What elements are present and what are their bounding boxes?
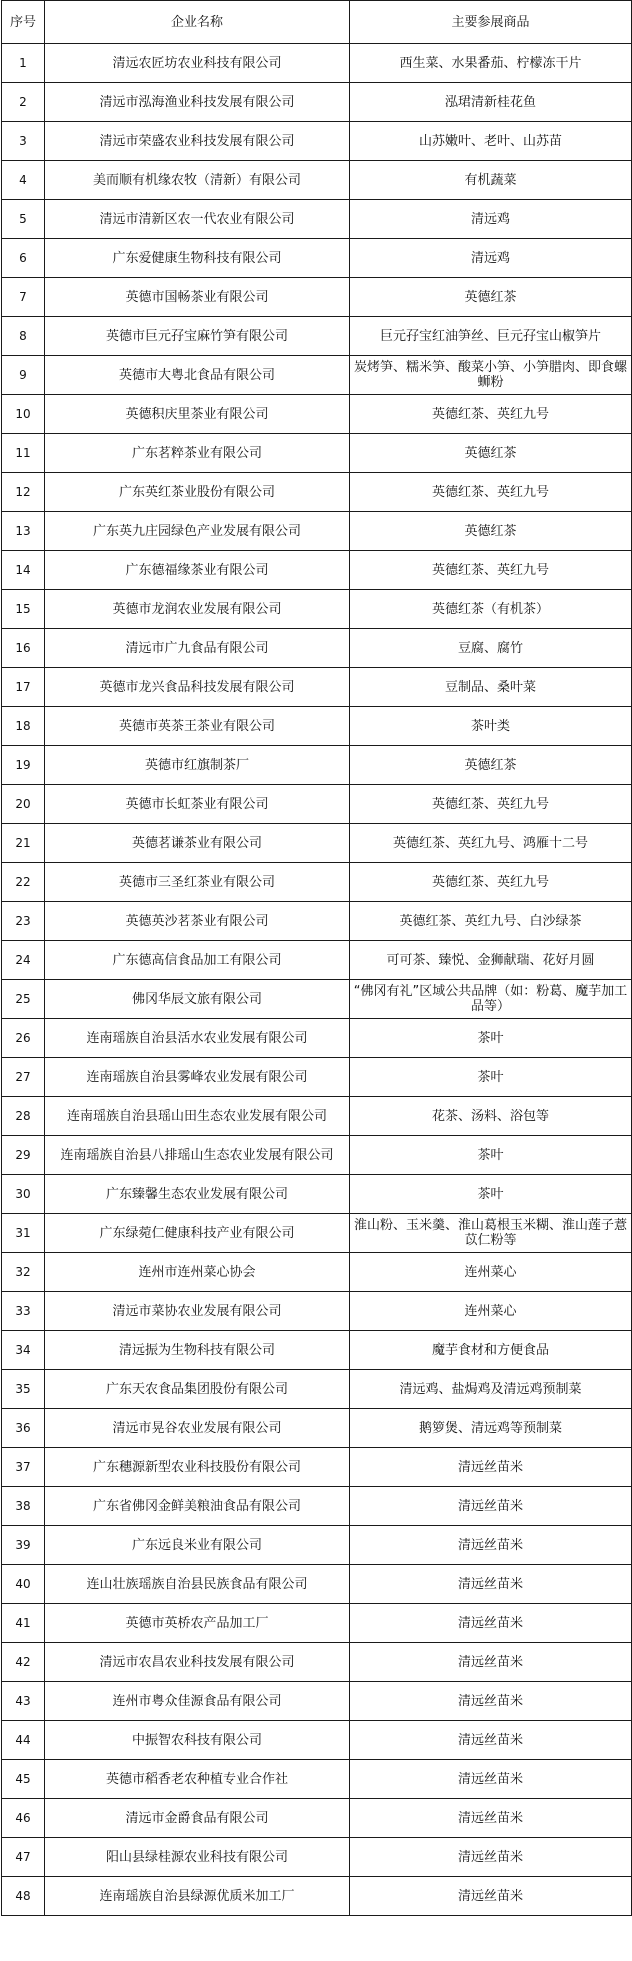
- cell-products: 巨元孖宝红油笋丝、巨元孖宝山椒笋片: [350, 317, 632, 356]
- cell-products: 豆制品、桑叶菜: [350, 668, 632, 707]
- cell-no: 30: [2, 1175, 45, 1214]
- cell-products: 清远丝苗米: [350, 1799, 632, 1838]
- table-row: [2, 1097, 632, 1136]
- cell-company: 英德英沙茗茶业有限公司: [45, 902, 350, 941]
- cell-products: 茶叶: [350, 1136, 632, 1175]
- table-row: [2, 941, 632, 980]
- table-body: [2, 44, 632, 1916]
- cell-products: 清远丝苗米: [350, 1838, 632, 1877]
- table-row: [2, 980, 632, 1019]
- cell-products: 淮山粉、玉米羹、淮山葛根玉米糊、淮山莲子薏苡仁粉等: [350, 1214, 632, 1253]
- table-row: [2, 434, 632, 473]
- cell-no: 5: [2, 200, 45, 239]
- cell-no: 39: [2, 1526, 45, 1565]
- table-row: [2, 473, 632, 512]
- table-row: [2, 1877, 632, 1916]
- table-row: [2, 1019, 632, 1058]
- cell-no: 10: [2, 395, 45, 434]
- table-row: [2, 902, 632, 941]
- table-row: [2, 824, 632, 863]
- cell-no: 40: [2, 1565, 45, 1604]
- cell-products: 清远丝苗米: [350, 1682, 632, 1721]
- cell-products: 茶叶: [350, 1058, 632, 1097]
- table-row: [2, 1409, 632, 1448]
- cell-products: 茶叶: [350, 1175, 632, 1214]
- cell-company: 英德市国畅茶业有限公司: [45, 278, 350, 317]
- table-row: [2, 629, 632, 668]
- cell-products: 炭烤笋、糯米笋、酸菜小笋、小笋腊肉、即食螺蛳粉: [350, 356, 632, 395]
- cell-company: 连南瑶族自治县瑶山田生态农业发展有限公司: [45, 1097, 350, 1136]
- table-row: [2, 1721, 632, 1760]
- table-row: [2, 122, 632, 161]
- cell-no: 3: [2, 122, 45, 161]
- table-row: [2, 1643, 632, 1682]
- table-row: [2, 863, 632, 902]
- cell-no: 26: [2, 1019, 45, 1058]
- cell-no: 23: [2, 902, 45, 941]
- table-row: [2, 1448, 632, 1487]
- cell-no: 28: [2, 1097, 45, 1136]
- cell-no: 27: [2, 1058, 45, 1097]
- cell-products: 英德红茶、英红九号、鸿雁十二号: [350, 824, 632, 863]
- table-row: [2, 1292, 632, 1331]
- table-row: [2, 83, 632, 122]
- table-row: [2, 1799, 632, 1838]
- cell-products: 可可茶、臻悦、金狮献瑞、花好月圆: [350, 941, 632, 980]
- cell-no: 33: [2, 1292, 45, 1331]
- cell-products: 茶叶: [350, 1019, 632, 1058]
- table-row: [2, 746, 632, 785]
- cell-company: 连南瑶族自治县绿源优质米加工厂: [45, 1877, 350, 1916]
- cell-company: 英德市稻香老农种植专业合作社: [45, 1760, 350, 1799]
- cell-company: 清远市晃谷农业发展有限公司: [45, 1409, 350, 1448]
- cell-no: 38: [2, 1487, 45, 1526]
- cell-company: 英德市英茶王茶业有限公司: [45, 707, 350, 746]
- exhibitor-table: [1, 0, 632, 1916]
- cell-no: 21: [2, 824, 45, 863]
- cell-products: 茶叶类: [350, 707, 632, 746]
- cell-company: 广东穗源新型农业科技股份有限公司: [45, 1448, 350, 1487]
- cell-company: 清远市金爵食品有限公司: [45, 1799, 350, 1838]
- table-row: [2, 1838, 632, 1877]
- cell-products: 豆腐、腐竹: [350, 629, 632, 668]
- cell-no: 35: [2, 1370, 45, 1409]
- cell-products: 鹅箩煲、清远鸡等预制菜: [350, 1409, 632, 1448]
- cell-company: 清远市农昌农业科技发展有限公司: [45, 1643, 350, 1682]
- cell-products: 英德红茶、英红九号: [350, 551, 632, 590]
- cell-no: 32: [2, 1253, 45, 1292]
- cell-no: 42: [2, 1643, 45, 1682]
- table-row: [2, 200, 632, 239]
- table-header-row: [2, 1, 632, 44]
- cell-no: 17: [2, 668, 45, 707]
- cell-company: 英德市大粤北食品有限公司: [45, 356, 350, 395]
- cell-no: 12: [2, 473, 45, 512]
- cell-no: 44: [2, 1721, 45, 1760]
- cell-products: 英德红茶、英红九号、白沙绿茶: [350, 902, 632, 941]
- cell-company: 英德市三圣红茶业有限公司: [45, 863, 350, 902]
- cell-products: 清远丝苗米: [350, 1448, 632, 1487]
- cell-products: 连州菜心: [350, 1292, 632, 1331]
- table-row: [2, 785, 632, 824]
- cell-products: 魔芋食材和方便食品: [350, 1331, 632, 1370]
- table-row: [2, 1331, 632, 1370]
- cell-products: 清远丝苗米: [350, 1565, 632, 1604]
- table-row: [2, 1565, 632, 1604]
- cell-no: 36: [2, 1409, 45, 1448]
- cell-no: 14: [2, 551, 45, 590]
- table-row: [2, 1214, 632, 1253]
- table-row: [2, 1370, 632, 1409]
- cell-products: 连州菜心: [350, 1253, 632, 1292]
- cell-company: 连南瑶族自治县雾峰农业发展有限公司: [45, 1058, 350, 1097]
- table-row: [2, 395, 632, 434]
- cell-products: 花茶、汤料、浴包等: [350, 1097, 632, 1136]
- cell-company: 英德市红旗制茶厂: [45, 746, 350, 785]
- cell-company: 佛冈华辰文旅有限公司: [45, 980, 350, 1019]
- table-row: [2, 512, 632, 551]
- cell-no: 46: [2, 1799, 45, 1838]
- cell-company: 英德市巨元孖宝麻竹笋有限公司: [45, 317, 350, 356]
- cell-company: 连南瑶族自治县八排瑶山生态农业发展有限公司: [45, 1136, 350, 1175]
- cell-company: 连州市连州菜心协会: [45, 1253, 350, 1292]
- cell-no: 11: [2, 434, 45, 473]
- cell-products: 英德红茶: [350, 434, 632, 473]
- cell-products: 英德红茶、英红九号: [350, 395, 632, 434]
- cell-company: 广东臻馨生态农业发展有限公司: [45, 1175, 350, 1214]
- cell-products: 清远鸡、盐焗鸡及清远鸡预制菜: [350, 1370, 632, 1409]
- table-row: [2, 1526, 632, 1565]
- cell-no: 31: [2, 1214, 45, 1253]
- cell-products: 英德红茶（有机茶）: [350, 590, 632, 629]
- cell-company: 英德市龙兴食品科技发展有限公司: [45, 668, 350, 707]
- cell-no: 19: [2, 746, 45, 785]
- cell-company: 广东德高信食品加工有限公司: [45, 941, 350, 980]
- cell-company: 清远市菜协农业发展有限公司: [45, 1292, 350, 1331]
- cell-products: 清远丝苗米: [350, 1721, 632, 1760]
- cell-products: “佛冈有礼”区域公共品牌（如：粉葛、魔芋加工品等）: [350, 980, 632, 1019]
- cell-company: 阳山县绿桂源农业科技有限公司: [45, 1838, 350, 1877]
- cell-company: 连山壮族瑶族自治县民族食品有限公司: [45, 1565, 350, 1604]
- cell-company: 英德积庆里茶业有限公司: [45, 395, 350, 434]
- cell-no: 37: [2, 1448, 45, 1487]
- cell-products: 英德红茶: [350, 278, 632, 317]
- cell-products: 清远丝苗米: [350, 1604, 632, 1643]
- cell-company: 广东英红茶业股份有限公司: [45, 473, 350, 512]
- cell-no: 45: [2, 1760, 45, 1799]
- cell-company: 连南瑶族自治县活水农业发展有限公司: [45, 1019, 350, 1058]
- table-row: [2, 1604, 632, 1643]
- header-company: 企业名称: [45, 1, 350, 44]
- cell-company: 广东省佛冈金鲜美粮油食品有限公司: [45, 1487, 350, 1526]
- cell-company: 广东天农食品集团股份有限公司: [45, 1370, 350, 1409]
- cell-company: 广东英九庄园绿色产业发展有限公司: [45, 512, 350, 551]
- cell-products: 清远丝苗米: [350, 1487, 632, 1526]
- cell-no: 22: [2, 863, 45, 902]
- cell-products: 英德红茶、英红九号: [350, 863, 632, 902]
- cell-no: 4: [2, 161, 45, 200]
- table-row: [2, 1682, 632, 1721]
- cell-company: 广东绿菀仁健康科技产业有限公司: [45, 1214, 350, 1253]
- cell-company: 英德市长虹茶业有限公司: [45, 785, 350, 824]
- table-row: [2, 278, 632, 317]
- cell-products: 清远鸡: [350, 200, 632, 239]
- cell-no: 48: [2, 1877, 45, 1916]
- cell-company: 英德茗谦茶业有限公司: [45, 824, 350, 863]
- cell-no: 7: [2, 278, 45, 317]
- cell-company: 清远农匠坊农业科技有限公司: [45, 44, 350, 83]
- cell-company: 广东德福缘茶业有限公司: [45, 551, 350, 590]
- cell-no: 2: [2, 83, 45, 122]
- table-row: [2, 707, 632, 746]
- table-row: [2, 1487, 632, 1526]
- cell-no: 8: [2, 317, 45, 356]
- header-products: 主要参展商品: [350, 1, 632, 44]
- cell-products: 英德红茶、英红九号: [350, 785, 632, 824]
- cell-products: 西生菜、水果番茄、柠檬冻干片: [350, 44, 632, 83]
- cell-no: 18: [2, 707, 45, 746]
- cell-company: 清远市清新区农一代农业有限公司: [45, 200, 350, 239]
- header-no: 序号: [2, 1, 45, 44]
- cell-no: 16: [2, 629, 45, 668]
- cell-products: 英德红茶、英红九号: [350, 473, 632, 512]
- cell-no: 29: [2, 1136, 45, 1175]
- cell-company: 清远市泓海渔业科技发展有限公司: [45, 83, 350, 122]
- cell-no: 25: [2, 980, 45, 1019]
- cell-no: 43: [2, 1682, 45, 1721]
- table-row: [2, 1136, 632, 1175]
- cell-company: 英德市英桥农产品加工厂: [45, 1604, 350, 1643]
- cell-no: 13: [2, 512, 45, 551]
- cell-company: 英德市龙润农业发展有限公司: [45, 590, 350, 629]
- table-row: [2, 590, 632, 629]
- table-row: [2, 1760, 632, 1799]
- cell-no: 34: [2, 1331, 45, 1370]
- cell-products: 清远鸡: [350, 239, 632, 278]
- cell-products: 山苏嫩叶、老叶、山苏苗: [350, 122, 632, 161]
- cell-company: 清远振为生物科技有限公司: [45, 1331, 350, 1370]
- cell-products: 清远丝苗米: [350, 1526, 632, 1565]
- cell-products: 英德红茶: [350, 746, 632, 785]
- cell-products: 清远丝苗米: [350, 1877, 632, 1916]
- table-row: [2, 1175, 632, 1214]
- cell-company: 广东茗粹茶业有限公司: [45, 434, 350, 473]
- cell-no: 41: [2, 1604, 45, 1643]
- cell-no: 1: [2, 44, 45, 83]
- table-row: [2, 161, 632, 200]
- table-row: [2, 317, 632, 356]
- cell-company: 清远市广九食品有限公司: [45, 629, 350, 668]
- cell-products: 清远丝苗米: [350, 1643, 632, 1682]
- cell-company: 广东远良米业有限公司: [45, 1526, 350, 1565]
- cell-company: 广东爱健康生物科技有限公司: [45, 239, 350, 278]
- cell-company: 清远市荣盛农业科技发展有限公司: [45, 122, 350, 161]
- cell-no: 47: [2, 1838, 45, 1877]
- cell-no: 9: [2, 356, 45, 395]
- table-row: [2, 44, 632, 83]
- table-row: [2, 1058, 632, 1097]
- cell-products: 清远丝苗米: [350, 1760, 632, 1799]
- table-row: [2, 668, 632, 707]
- cell-products: 泓珺清新桂花鱼: [350, 83, 632, 122]
- cell-company: 连州市粤众佳源食品有限公司: [45, 1682, 350, 1721]
- table-row: [2, 239, 632, 278]
- cell-no: 20: [2, 785, 45, 824]
- cell-products: 英德红茶: [350, 512, 632, 551]
- cell-company: 美而顺有机缘农牧（清新）有限公司: [45, 161, 350, 200]
- table-row: [2, 1253, 632, 1292]
- cell-no: 15: [2, 590, 45, 629]
- table-row: [2, 551, 632, 590]
- cell-company: 中振智农科技有限公司: [45, 1721, 350, 1760]
- cell-no: 24: [2, 941, 45, 980]
- cell-no: 6: [2, 239, 45, 278]
- cell-products: 有机蔬菜: [350, 161, 632, 200]
- table-row: [2, 356, 632, 395]
